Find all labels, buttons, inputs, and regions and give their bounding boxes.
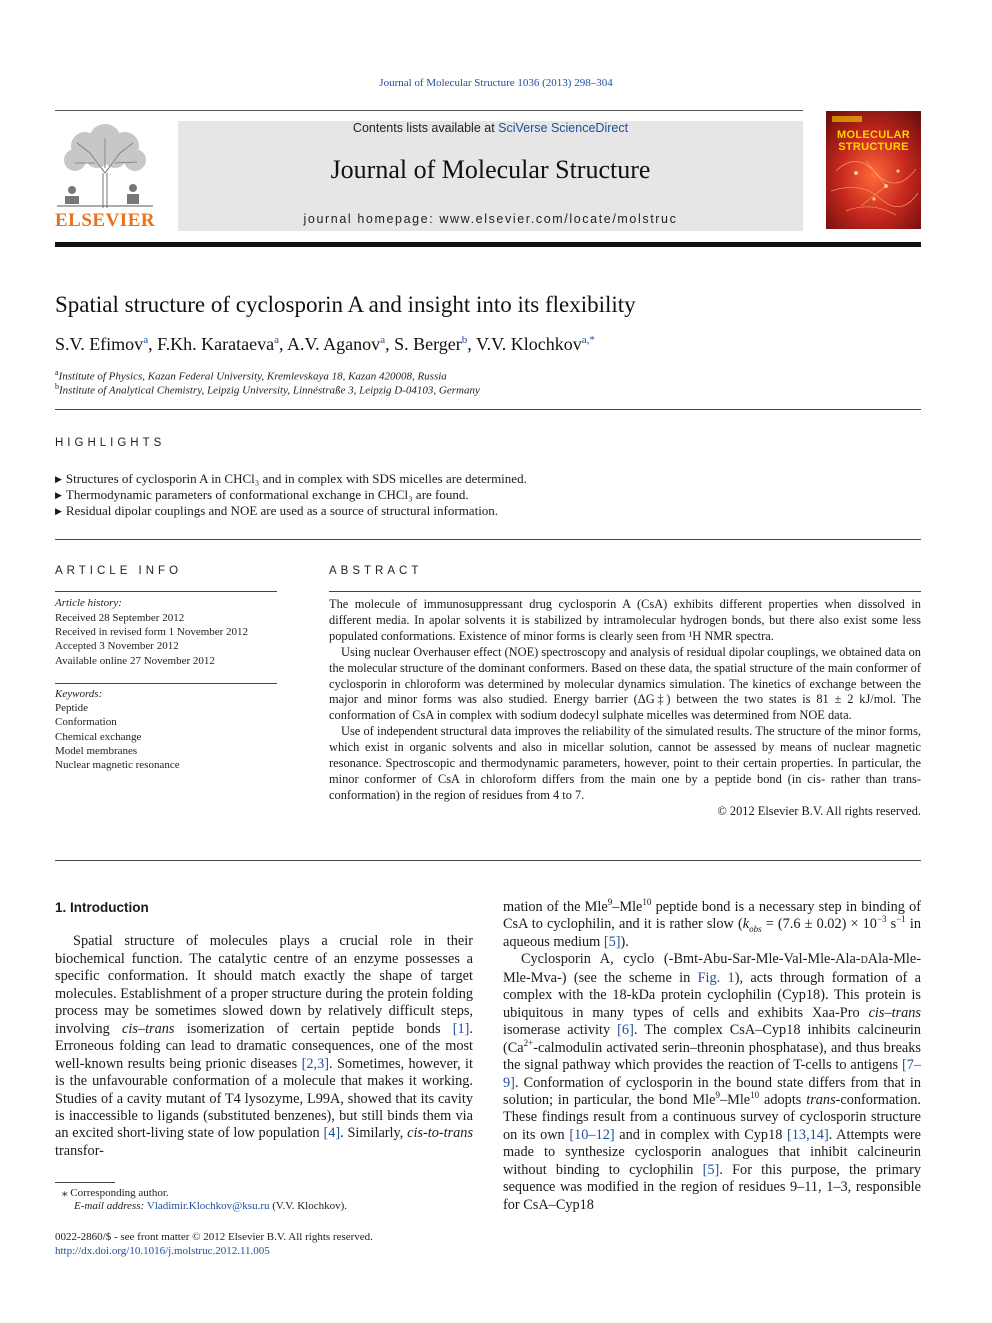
affiliation-marker[interactable]: b — [461, 334, 468, 346]
email-owner: (V.V. Klochkov). — [269, 1200, 348, 1212]
abstract-paragraph: The molecule of immunosuppressant drug cyclosporin A (CsA) exhibits different properties when dissolved in different media. In apolar solvents it is stabilized by intramolecular hydrogen bonds, but there also exist some less populated conformations. Existence of minor forms is clearly seen from ¹H NMR spectra. — [329, 597, 921, 643]
italic-term: cis–trans — [122, 1020, 175, 1037]
subscript: obs — [749, 924, 762, 935]
figure-link[interactable]: Fig. 1 — [697, 969, 735, 986]
superscript: 10 — [750, 1090, 760, 1101]
text-run: Ala-Mle-Mle-Mva-) (see the scheme in — [503, 951, 921, 986]
text-run: in aqueous medium — [503, 916, 921, 950]
body-paragraph — [55, 933, 473, 1160]
author-name: F.Kh. Karataeva — [157, 334, 275, 354]
author-separator: , — [148, 334, 158, 354]
cover-title-line1: MOLECULAR — [837, 129, 910, 141]
journal-homepage — [178, 212, 803, 226]
affiliation-marker[interactable]: a — [274, 334, 279, 346]
contents-line — [178, 121, 803, 135]
abstract-body — [329, 597, 921, 820]
elsevier-wordmark: ELSEVIER — [55, 210, 156, 231]
text-run: mation of the Mle — [503, 899, 608, 915]
author-list — [55, 334, 921, 355]
italic-term: k — [742, 916, 750, 933]
article-info-rule — [55, 683, 277, 684]
section-divider — [55, 860, 921, 861]
text-run: and in complex with Cyp18 — [614, 1126, 788, 1143]
affiliation-b-marker: b — [55, 382, 59, 391]
homepage-prefix: journal homepage: — [303, 212, 440, 226]
corresponding-author-note — [62, 1186, 169, 1199]
abstract-rule — [329, 591, 921, 592]
affiliation-b — [55, 382, 480, 397]
highlight-text: Thermodynamic parameters of conformational exchange in CHCl₃ are found. — [65, 487, 469, 502]
author-name: S. Berger — [394, 334, 462, 354]
text-run: –Mle — [719, 1091, 751, 1108]
author-name: S.V. Efimov — [55, 334, 144, 354]
superscript: −3 — [876, 914, 887, 925]
homepage-url[interactable]: www.elsevier.com/locate/molstruc — [439, 212, 678, 226]
keyword: Nuclear magnetic resonance — [55, 759, 180, 771]
date-online: Available online 27 November 2012 — [55, 655, 215, 667]
email-label: E-mail address: — [74, 1200, 147, 1212]
affiliation-a-text: Institute of Physics, Kazan Federal University, Kremlevskaya 18, Kazan 420008, Russia — [58, 370, 447, 383]
text-run: ). — [620, 933, 629, 950]
section-heading-introduction: 1. Introduction — [55, 900, 149, 915]
abstract-paragraph: Using nuclear Overhauser effect (NOE) spectroscopy and analysis of residual dipolar couplings, we obtained data on the molecular structure of the dominant conformers. Based on these data, the spatial structure of the main conformer of cyclosporin in chloroform was determined by molecular dynamics simulation. The kinetics of exchange between the major and minor forms was also studied. Energy barrier (ΔG‡) between the two states is 81 ± 2 kJ/mol. The conformation of CsA in complex with sodium dodecyl sulphate micelles was determined from NOE data. — [329, 644, 921, 723]
superscript: 9 — [715, 1090, 720, 1101]
keyword: Conformation — [55, 716, 117, 728]
footnote-text: Corresponding author. — [70, 1187, 169, 1199]
bullet-triangle-icon: ▶ — [55, 506, 62, 516]
email-link[interactable]: Vladimir.Klochkov@ksu.ru — [146, 1200, 270, 1212]
text-run: transfor- — [55, 1142, 104, 1159]
citation-link[interactable]: [5] — [603, 933, 621, 950]
header-bottom-rule — [55, 242, 921, 247]
superscript: 9 — [607, 897, 613, 908]
author-separator: , — [467, 334, 476, 354]
journal-name: Journal of Molecular Structure — [330, 155, 651, 184]
text-run: . Similarly, — [340, 1125, 408, 1142]
text-run: adopts — [759, 1091, 807, 1108]
doi-url[interactable]: http://dx.doi.org/10.1016/j.molstruc.2012.11.005 — [55, 1245, 270, 1257]
affiliation-marker[interactable]: a — [380, 334, 386, 346]
copyright-notice: © 2012 Elsevier B.V. All rights reserved. — [717, 803, 921, 818]
citation-link[interactable]: [4] — [323, 1125, 341, 1142]
text-run: isomerization of certain peptide bonds — [174, 1020, 453, 1037]
superscript: −1 — [896, 914, 906, 925]
citation-link[interactable]: [5] — [702, 1161, 720, 1178]
abstract-paragraph: Use of independent structural data improves the reliability of the simulated results. The structure of the minor forms, which exist in organic solvents and also in micellar solution, cannot be assessed by means of nuclear magnetic resonance. Spectroscopic and thermodynamic parameters, however, point to their certain properties. In particular, the minor conformer of CsA in chloroform differs from the main one by a peptide bond (in cis- rather than trans-conformation) in the region of residues from 4 to 7. — [329, 724, 921, 802]
highlight-text: Structures of cyclosporin A in CHCl₃ and in complex with SDS micelles are determined. — [65, 471, 527, 486]
text-run: isomerase activity — [503, 1022, 618, 1039]
contents-prefix: Contents lists available at — [352, 121, 499, 135]
journal-citation[interactable]: Journal of Molecular Structure 1036 (2013) 298–304 — [379, 77, 613, 89]
text-run: . For this purpose, the primary sequence was modified in the region of residues 9–11, 1–3, responsible for CsA–Cyp18 — [503, 1161, 921, 1213]
abstract-heading: ABSTRACT — [329, 565, 423, 577]
asterisk-marker: ⁎ — [62, 1187, 68, 1199]
citation-link[interactable]: [7–9] — [503, 1057, 921, 1091]
author-separator: , — [385, 334, 395, 354]
small-caps-d: D — [860, 955, 868, 967]
text-run: Spatial structure of molecules plays a crucial role in their biochemical function. The catalytic centre of an enzyme possesses a specific conformation. It should match exactly the shape of target molecules. Establishment of a proper structure during the protein folding process may be sometimes slowed down by relatively difficult steps, involving — [55, 933, 473, 1037]
author-name: V.V. Klochkov — [475, 334, 582, 354]
citation-link[interactable]: [10–12] — [569, 1126, 615, 1143]
header-top-rule — [55, 110, 803, 111]
body-column-right — [503, 899, 921, 1214]
author-separator: , — [278, 334, 287, 354]
bullet-triangle-icon: ▶ — [55, 474, 62, 484]
text-run: . Sometimes, however, it is the unfavourable conformation of a molecule that makes it working. Studies of a cavity mutant of T4 lysozyme, L99A, showed that its cavity is inaccessible to ligands (substituted benzenes), but still binds them via an excited short-living state of low population — [55, 1055, 473, 1142]
text-run: . Erroneous folding can lead to dramatic consequences, one of the most well-known results being prionic diseases — [55, 1020, 473, 1072]
keyword: Peptide — [55, 702, 88, 714]
highlight-text: Residual dipolar couplings and NOE are used as a source of structural information. — [65, 503, 499, 518]
highlight-item — [55, 471, 527, 487]
affiliation-a — [55, 368, 447, 383]
superscript: 10 — [642, 897, 652, 908]
citation-link[interactable]: [2,3] — [301, 1055, 330, 1072]
sciencedirect-link[interactable]: SciVerse ScienceDirect — [498, 121, 629, 135]
doi-link[interactable] — [55, 1245, 270, 1257]
citation-link[interactable]: [6] — [617, 1022, 634, 1039]
email-note — [74, 1200, 347, 1212]
bullet-triangle-icon: ▶ — [55, 490, 62, 500]
keyword: Chemical exchange — [55, 731, 142, 743]
section-divider — [55, 409, 921, 410]
affiliation-marker[interactable]: a — [143, 334, 149, 346]
keyword: Model membranes — [55, 745, 138, 757]
text-run: peptide bond is a necessary step in binding of CsA to cyclophilin, and it is rather slow ( — [503, 899, 921, 933]
body-column-left — [55, 899, 473, 1160]
citation-link[interactable]: [1] — [452, 1020, 470, 1037]
citation-link[interactable]: [13,14] — [787, 1126, 829, 1143]
date-revised: Received in revised form 1 November 2012 — [55, 626, 249, 638]
affiliation-a-marker: a — [55, 368, 59, 377]
highlight-item — [55, 487, 469, 503]
text-run: . Conformation of cyclosporin in the bound state differs from that in solution; in particular, the bond Mle — [503, 1074, 921, 1108]
section-divider — [55, 539, 921, 540]
italic-term: trans — [806, 1091, 836, 1108]
body-paragraph — [503, 899, 921, 951]
text-run: . Attempts were made to synthesize cyclosporin analogues that inhibit calcineurin without binding to cyclophilin — [503, 1126, 921, 1178]
text-run: = (7.6 ± 0.02) × 10 — [761, 916, 877, 933]
text-run: -conformation. These findings result from a continuous survey of cyclosporin structure on its own — [503, 1091, 921, 1143]
issn-line: 0022-2860/$ - see front matter © 2012 Elsevier B.V. All rights reserved. — [55, 1231, 373, 1243]
affiliation-marker[interactable]: a,* — [581, 334, 595, 346]
highlight-item — [55, 503, 498, 519]
affiliation-b-text: Institute of Analytical Chemistry, Leipzig University, Linnéstraße 3, Leipzig D-04103, Germany — [59, 384, 480, 397]
text-run: ), acts through formation of a complex with the 18-kDa protein cyclophilin (Cyp18). This protein is ubiquitous in many types of cells and exhibits Xaa-Pro — [503, 969, 921, 1021]
keywords-label: Keywords: — [55, 688, 103, 700]
text-run: . The complex CsA–Cyp18 inhibits calcineurin (Ca — [503, 1022, 921, 1056]
text-run: s — [886, 916, 897, 933]
italic-term: cis-to-trans — [407, 1125, 474, 1142]
footnote-rule — [55, 1182, 115, 1183]
article-title: Spatial structure of cyclosporin A and insight into its flexibility — [55, 292, 636, 317]
text-run: –Mle — [612, 899, 643, 915]
cover-title-line2: STRUCTURE — [838, 141, 909, 153]
italic-term: cis–trans — [868, 1004, 921, 1021]
text-run: Cyclosporin A, cyclo (-Bmt-Abu-Sar-Mle-Val-Mle-Ala- — [521, 951, 861, 968]
date-accepted: Accepted 3 November 2012 — [55, 640, 179, 652]
article-info-rule — [55, 591, 277, 592]
article-info-heading: ARTICLE INFO — [55, 565, 183, 577]
date-received: Received 28 September 2012 — [55, 612, 185, 624]
text-run: -calmodulin activated serin–threonin phosphatase), and thus breaks the signal pathway which provides the reaction of T-cells to antigens — [503, 1039, 921, 1074]
highlights-heading: HIGHLIGHTS — [55, 437, 166, 449]
journal-cover-image — [826, 111, 921, 229]
body-paragraph — [503, 951, 921, 1214]
author-name: A.V. Aganov — [287, 334, 381, 354]
superscript: 2+ — [523, 1037, 534, 1048]
article-history-label: Article history: — [55, 597, 122, 609]
